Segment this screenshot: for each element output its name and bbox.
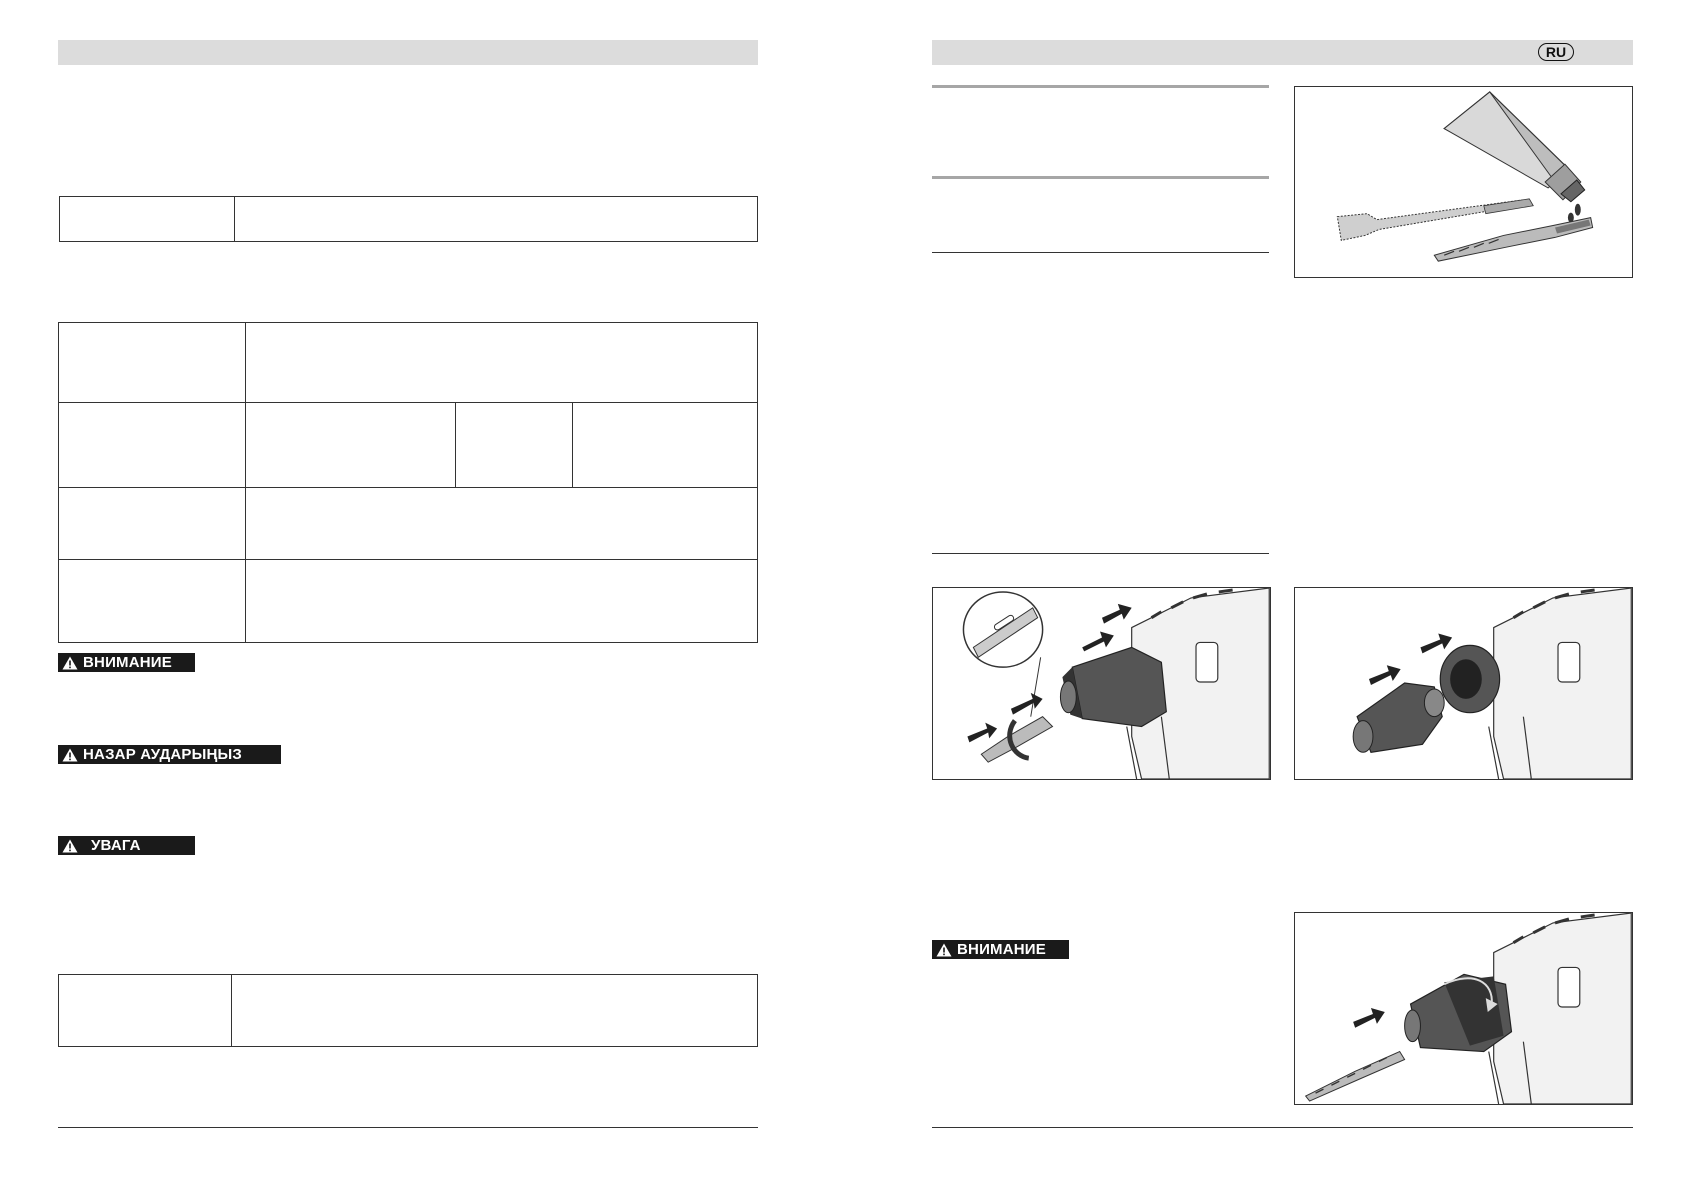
warning-triangle-icon — [936, 943, 952, 957]
left-header-bar — [58, 40, 758, 65]
warning-text: НАЗАР АУДАРЫҢЫЗ — [83, 746, 243, 763]
warning-triangle-icon — [62, 656, 78, 670]
spec-table-1 — [59, 196, 758, 242]
spec-table-3 — [58, 974, 758, 1047]
warning-label-nazar — [58, 745, 281, 764]
warning-text: ВНИМАНИЕ — [83, 654, 172, 671]
section-rule — [932, 85, 1269, 88]
language-badge-text: RU — [1545, 44, 1567, 60]
warning-triangle-icon — [62, 839, 78, 853]
warning-label-vnimanie — [58, 653, 195, 672]
warning-triangle-icon — [62, 748, 78, 762]
left-footer-rule — [58, 1127, 758, 1128]
section-rule — [932, 553, 1269, 554]
table-divider — [231, 975, 232, 1046]
spec-table-2 — [58, 322, 758, 643]
language-badge — [1538, 43, 1574, 61]
table-row-divider — [59, 487, 757, 488]
section-rule — [932, 252, 1269, 253]
figure-keyless-chuck — [1294, 912, 1633, 1105]
warning-text: ВНИМАНИЕ — [957, 941, 1046, 958]
figure-insert-bit — [932, 587, 1271, 780]
warning-label-vnimanie-right — [932, 940, 1069, 959]
right-header-bar — [932, 40, 1633, 65]
figure-change-chuck — [1294, 587, 1633, 780]
table-row-divider — [59, 559, 757, 560]
figure-lubricate-bits — [1294, 86, 1633, 278]
right-footer-rule — [932, 1127, 1633, 1128]
table-divider — [245, 323, 246, 642]
table-subcell-divider — [455, 402, 456, 487]
warning-label-uvaga — [58, 836, 195, 855]
section-rule — [932, 176, 1269, 179]
table-divider — [234, 197, 235, 241]
warning-text: УВАГА — [91, 837, 141, 854]
table-row-divider — [59, 402, 757, 403]
table-subcell-divider — [572, 402, 573, 487]
